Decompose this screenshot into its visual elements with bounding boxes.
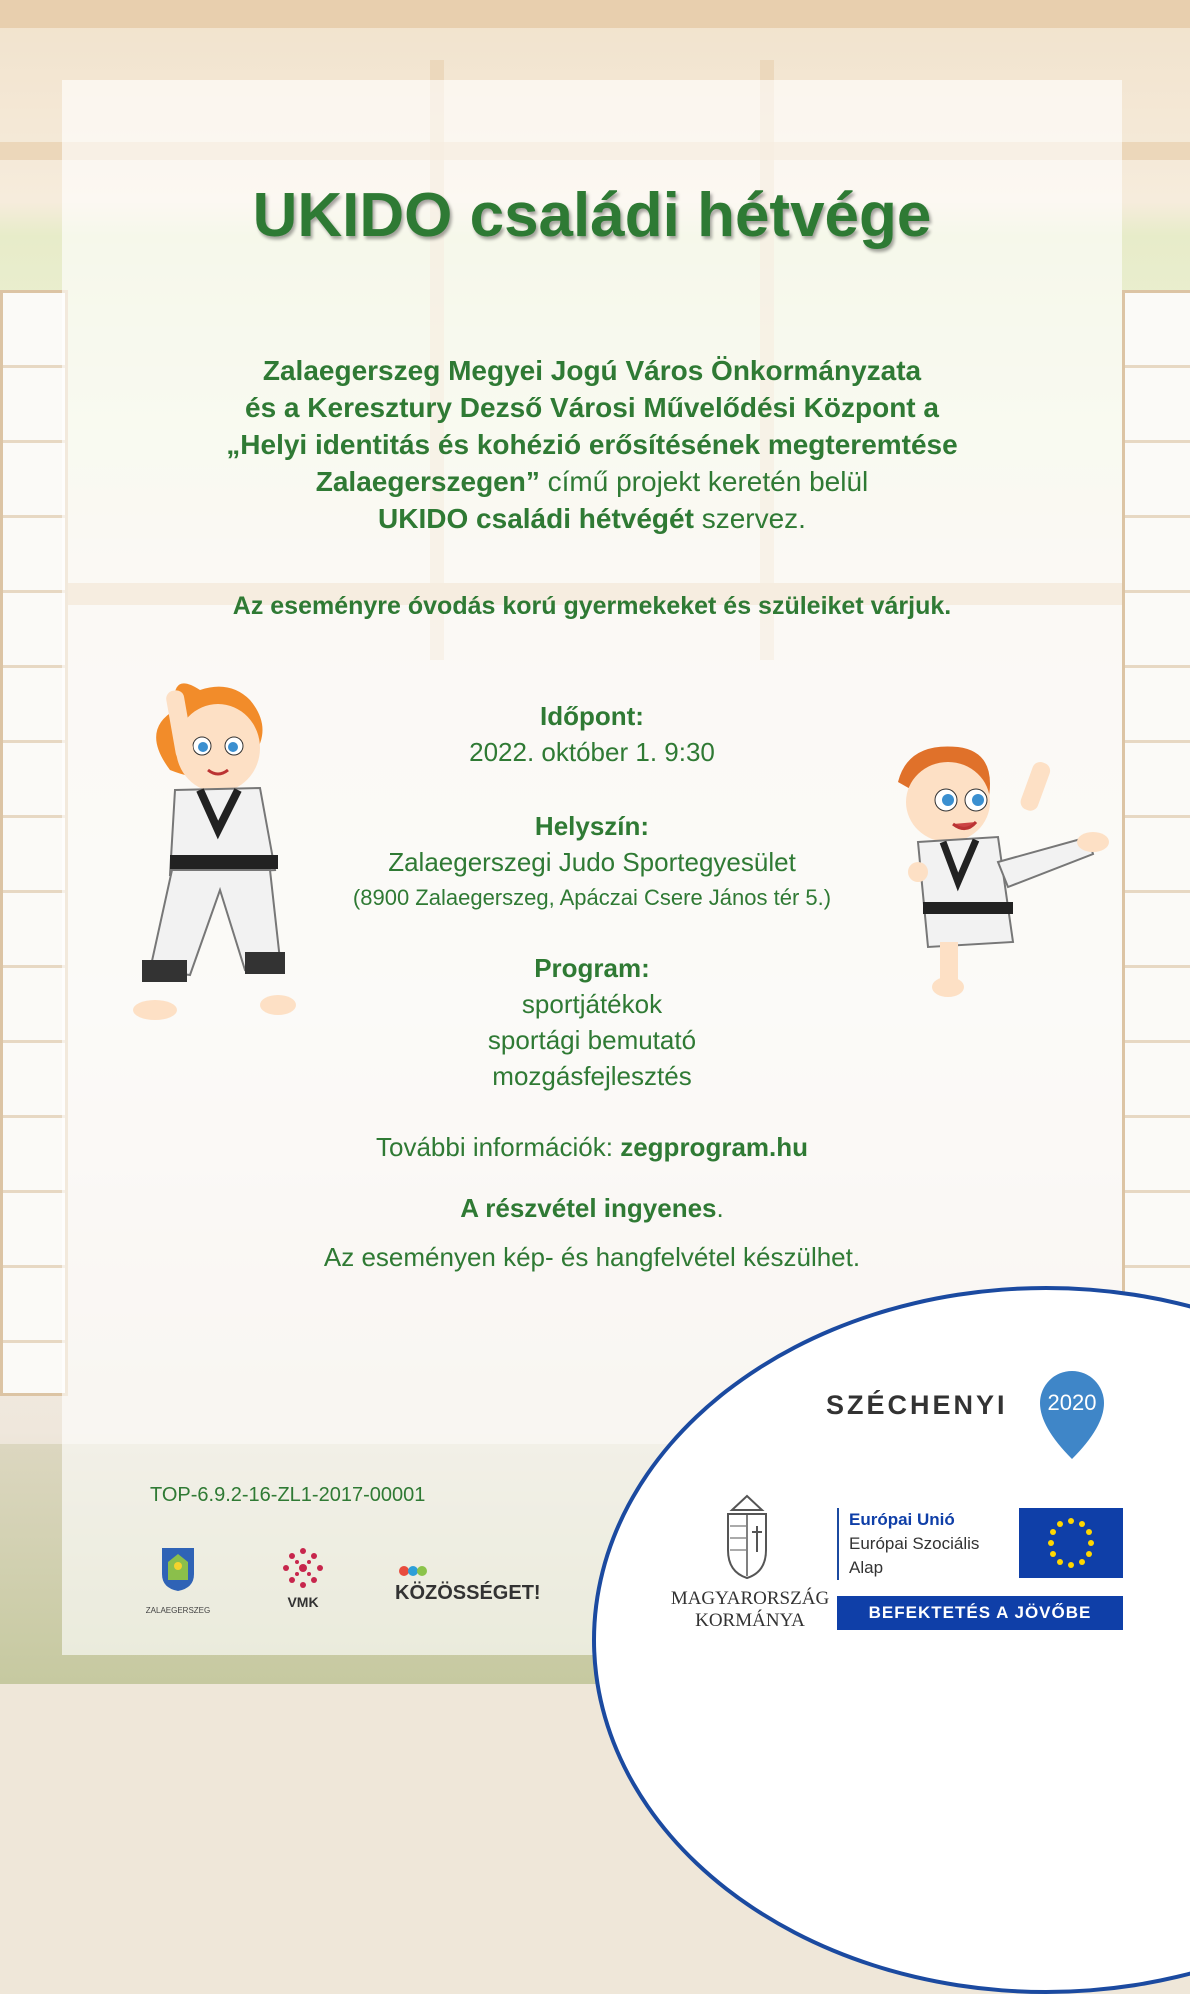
page-title: UKIDO családi hétvége <box>252 181 932 250</box>
vmk-logo-label: VMK <box>287 1594 319 1610</box>
intro-line-4-normal: című projekt keretén belül <box>539 466 869 497</box>
place-address: (8900 Zalaegerszeg, Apáczai Csere János tér 5.) <box>352 885 832 910</box>
place-name: Zalaegerszegi Judo Sportegyesület <box>388 847 796 877</box>
eu-line-3: Alap <box>849 1558 884 1577</box>
szechenyi-year: 2020 <box>1047 1390 1097 1415</box>
intro-line-2: és a Keresztury Dezső Városi Művelődési Központ a <box>245 392 939 423</box>
communities-logo-label: KÖZÖSSÉGET! <box>395 1582 541 1604</box>
vmk-dots-logo <box>280 1546 326 1590</box>
free-line <box>62 1193 1122 1224</box>
karate-girl-illustration <box>130 670 330 1040</box>
program-item: sportági bemutató <box>487 1025 697 1055</box>
intro-text <box>62 352 1122 537</box>
invite-text: Az eseményre óvodás korú gyermekeket és szüleiket várjuk. <box>232 592 952 620</box>
project-code: TOP-6.9.2-16-ZL1-2017-00001 <box>150 1484 426 1506</box>
hungarian-coat-of-arms-icon <box>722 1492 772 1582</box>
free-tail: . <box>716 1193 724 1223</box>
intro-line-1: Zalaegerszeg Megyei Jogú Város Önkormányzata <box>262 355 922 386</box>
karate-boy-illustration <box>888 742 1113 1002</box>
free-text: A részvétel ingyenes <box>460 1193 717 1223</box>
info-line <box>62 1132 1122 1163</box>
eu-line-2: Európai Szociális <box>849 1534 980 1553</box>
eu-title: Európai Unió <box>849 1510 955 1529</box>
communities-logo-icon <box>398 1562 428 1580</box>
intro-line-3: „Helyi identitás és kohézió erősítésének megteremtése <box>226 429 958 460</box>
time-label: Időpont: <box>540 701 644 731</box>
intro-line-5-normal: szervez. <box>693 503 806 534</box>
info-link[interactable]: zegprogram.hu <box>620 1132 809 1162</box>
intro-line-5-bold: UKIDO családi hétvégét <box>378 503 694 534</box>
eu-flag-icon <box>1019 1508 1123 1578</box>
zalaegerszeg-logo-label: ZALAEGERSZEG <box>145 1606 211 1615</box>
intro-line-4-bold: Zalaegerszegen” <box>315 466 540 497</box>
szechenyi-label: SZÉCHENYI <box>826 1390 1008 1420</box>
invest-banner: BEFEKTETÉS A JÖVŐBE <box>837 1596 1123 1630</box>
government-label <box>670 1588 830 1632</box>
eu-fund-text <box>837 1508 979 1580</box>
government-line-1: MAGYARORSZÁG <box>670 1588 830 1609</box>
info-label: További információk: <box>375 1132 621 1162</box>
program-item: sportjátékok <box>521 989 663 1019</box>
zalaegerszeg-crest-logo <box>160 1546 196 1592</box>
government-line-2: KORMÁNYA <box>695 1610 805 1631</box>
time-value: 2022. október 1. 9:30 <box>469 737 715 767</box>
program-item: mozgásfejlesztés <box>492 1061 692 1091</box>
program-label: Program: <box>534 953 650 983</box>
notice-text: Az eseményen kép- és hangfelvétel készülhet. <box>323 1242 861 1272</box>
place-label: Helyszín: <box>534 811 650 841</box>
